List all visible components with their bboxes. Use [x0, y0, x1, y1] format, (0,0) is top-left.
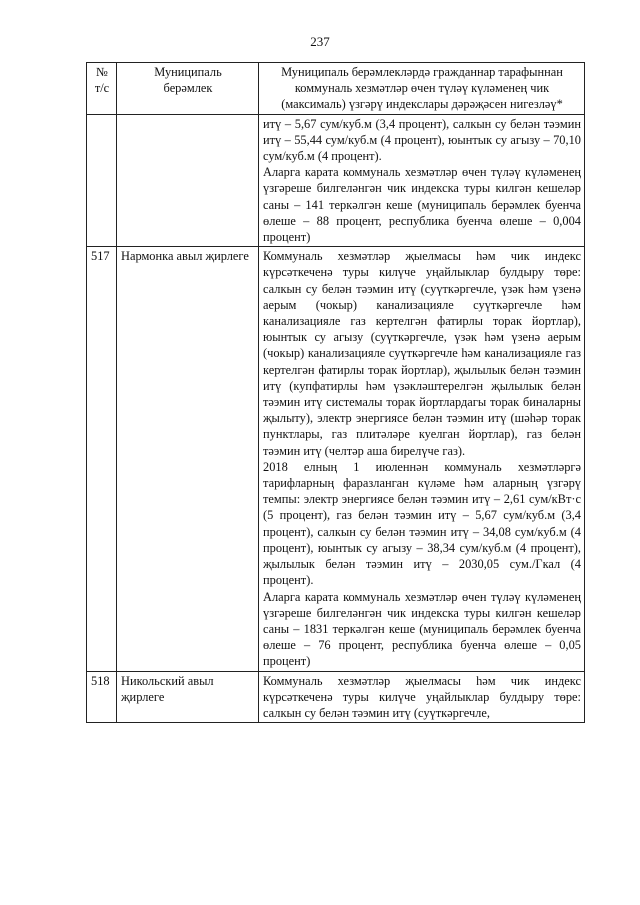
header-municipality: [117, 63, 259, 115]
row-municipality: Никольский авыл җирлеге: [117, 671, 259, 723]
table-row: [87, 247, 585, 671]
row-number: 517: [87, 247, 117, 671]
row-number: 518: [87, 671, 117, 723]
row-text: [259, 671, 585, 723]
row-paragraph: Коммуналь хезмәтләр җыелмасы һәм чик индекс күрсәткеченә туры килүче уңайлыклар булдыру төре: салкын су белән тәэмин итү (суүткәргечле,: [263, 673, 581, 720]
row-paragraph: 2018 елның 1 июленнән коммуналь хезмәтләргә тарифларның фаразланган күләме һәм аларның үзгәрү темпы: электр энергиясе белән тәэмин итү – 2,61 сум/кВт·с (5 процент), газ белән тәэмин итү – 5,67 сум/куб.м (3,4 процент), салкын су белән тәэмин итү – 34,08 сум/куб.м (4 процент), юынтык су агызу – 38,34 сум/куб.м (4 процент), җылылык белән тәэмин итү – 2030,05 сум./Гкал (4 процент).: [263, 459, 581, 588]
table-row: [87, 114, 585, 247]
header-municipality-line1: Муниципаль: [154, 65, 222, 79]
row-number: [87, 114, 117, 247]
table-header-row: [87, 63, 585, 115]
header-municipality-line2: берәмлек: [163, 81, 213, 96]
row-paragraph: Коммуналь хезмәтләр җыелмасы һәм чик индекс күрсәткеченә туры килүче уңайлыклар булдыру төре: салкын су белән тәэмин итү (суүткәргечле, үзәк һәм үзенә аерым (чокыр) канализацияле суүткәргечле һәм канализацияле газ кертелгән фатирлы торак йортлар), юынтык су агызу (суүткәргечле, үзәк һәм үзенә аерым (чокыр) канализацияле суүткәргечле һәм канализацияле газ кертелгән фатирлы торак йортлар), җылылык белән тәэмин итү (купфатирлы һәм үзәкләштерелгән җылылык белән тәэмин итү системалы торак йортлардагы торак биналарны җылыту), электр энергиясе белән тәэмин итү (шәһәр торак пунктлары, газ плитәләре куелган йортлар), газ белән тәэмин итү (челтәр аша бирелүче газ).: [263, 249, 581, 458]
row-paragraph: итү – 5,67 сум/куб.м (3,4 процент), салкын су белән тәэмин итү – 55,44 сум/куб.м (4 процент), юынтык су агызу – 70,10 сум/куб.м (4 процент).: [263, 116, 581, 164]
header-number: [87, 63, 117, 115]
header-justification: Муниципаль берәмлекләрдә гражданнар тарафыннан коммуналь хезмәтләр өчен түләү күләменең чик (максималь) үзгәрү индекслары дәрәҗәсен нигезләү*: [259, 63, 585, 115]
row-text: [259, 247, 585, 671]
header-number-line2: т/с: [94, 81, 110, 96]
row-paragraph: Аларга карата коммуналь хезмәтләр өчен түләү күләменең үзгәреше билгеләнгән чик индекска туры килгән кешеләр саны – 1831 теркәлгән кеше (муниципаль берәмлек буенча өлеше – 76 процент, республика буенча өлеше – 0,05 процент): [263, 589, 581, 669]
row-text: [259, 114, 585, 247]
row-paragraph: Аларга карата коммуналь хезмәтләр өчен түләү күләменең үзгәреше билгеләнгән чик индекска туры килгән кешеләр саны – 141 теркәлгән кеше (муниципаль берәмлек буенча өлеше – 88 процент, республика буенча өлеше – 0,004 процент): [263, 165, 581, 245]
row-municipality: [117, 114, 259, 247]
municipal-index-table: [86, 62, 585, 723]
row-municipality: Нармонка авыл җирлеге: [117, 247, 259, 671]
table-row: [87, 671, 585, 723]
page-number: 237: [310, 34, 330, 49]
header-number-line1: №: [96, 65, 108, 79]
